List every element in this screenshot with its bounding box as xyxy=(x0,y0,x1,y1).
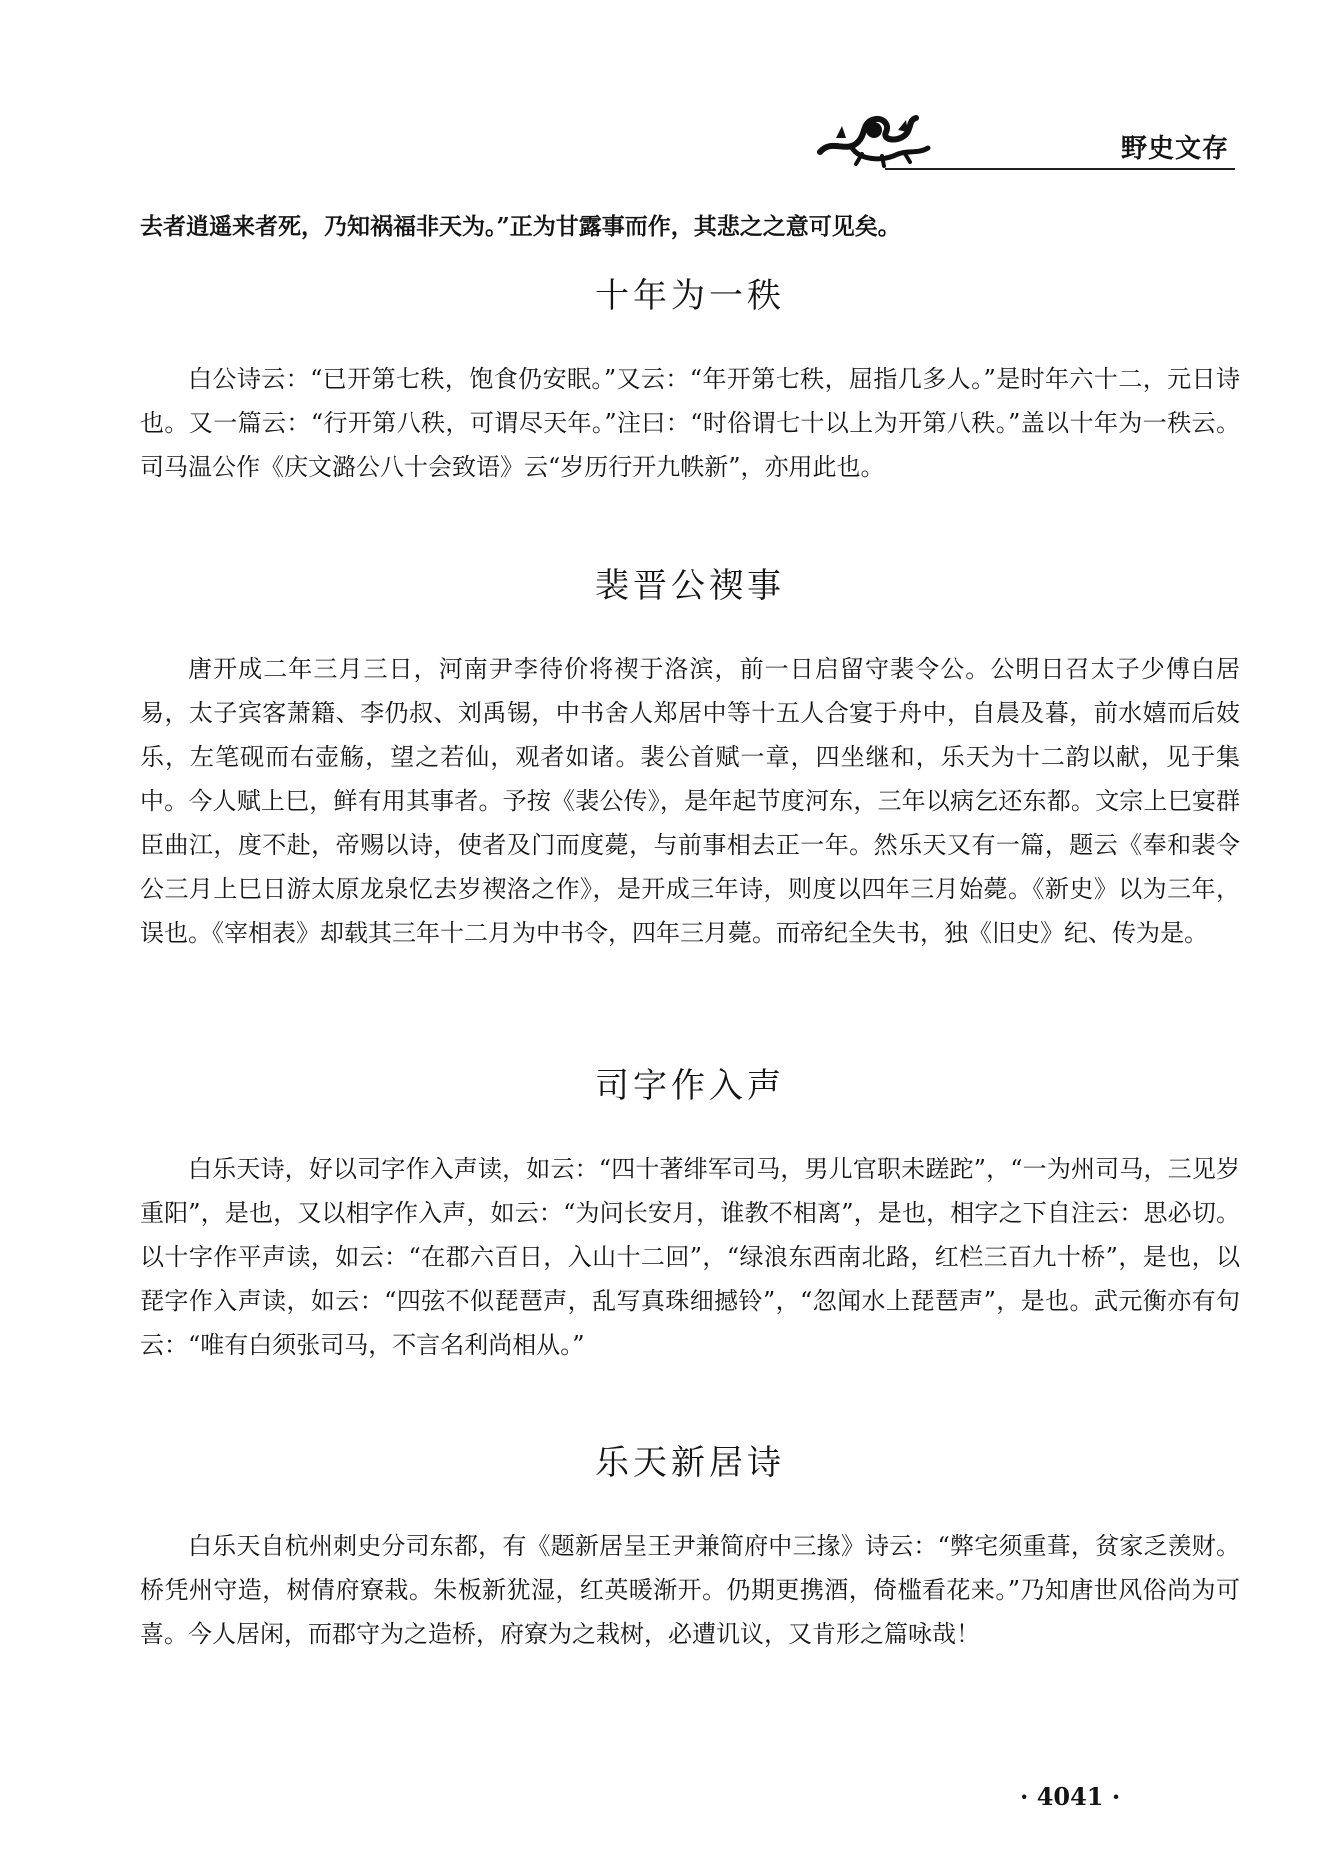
header-rule xyxy=(885,168,1235,170)
section-pei-jin-gong-xi-shi xyxy=(140,558,1240,979)
continued-paragraph: 去者逍遥来者死，乃知祸福非天为。”正为甘露事而作，其悲之之意可见矣。 xyxy=(140,213,901,240)
section-title: 司字作入声 xyxy=(595,1066,785,1106)
section-body: 白乐天自杭州刺史分司东都，有《题新居呈王尹兼简府中三掾》诗云：“弊宅须重葺，贫家乏羡财。桥凭州守造，树倩府寮栽。朱板新犹湿，红英暖渐开。仍期更携酒，倚槛看花来。”乃知唐世风俗尚为可喜。今人居闲，而郡守为之造桥，府寮为之栽树，必遭讥议，又肯形之篇咏哉！ xyxy=(140,1532,1240,1648)
series-title: 野史文存 xyxy=(1120,134,1229,164)
dragon-emblem-icon xyxy=(812,108,942,168)
section-title: 十年为一秩 xyxy=(595,276,785,316)
section-title: 乐天新居诗 xyxy=(595,1443,785,1483)
section-body: 唐开成二年三月三日，河南尹李待价将禊于洛滨，前一日启留守裴令公。公明日召太子少傅白居易，太子宾客萧籍、李仍叔、刘禹锡，中书舍人郑居中等十五人合宴于舟中，自晨及暮，前水嬉而后妓乐，左笔砚而右壶觞，望之若仙，观者如诸。裴公首赋一章，四坐继和，乐天为十二韵以献，见于集中。今人赋上巳，鲜有用其事者。予按《裴公传》，是年起节度河东，三年以病乞还东都。文宗上巳宴群臣曲江，度不赴，帝赐以诗，使者及门而度薨，与前事相去正一年。然乐天又有一篇，题云《奉和裴令公三月上巳日游太原龙泉忆去岁禊洛之作》，是开成三年诗，则度以四年三月始薨。《新史》以为三年，误也。《宰相表》却载其三年十二月为中书令，四年三月薨。而帝纪全失书，独《旧史》纪、传为是。 xyxy=(140,655,1240,947)
page-header xyxy=(140,108,1235,170)
section-body: 白乐天诗，好以司字作入声读，如云：“四十著绯军司马，男儿官职未蹉跎”，“一为州司马，三见岁重阳”，是也，又以相字作入声，如云：“为问长安月，谁教不相离”，是也，相字之下自注云：思必切。以十字作平声读，如云：“在郡六百日，入山十二回”，“绿浪东西南北路，红栏三百九十桥”，是也，以琵字作入声读，如云：“四弦不似琵琶声，乱写真珠细撼铃”，“忽闻水上琵琶声”，是也。武元衡亦有句云：“唯有白须张司马，不言名利尚相从。” xyxy=(140,1155,1240,1359)
section-title: 裴晋公禊事 xyxy=(595,566,785,606)
section-si-zi-zuo-ru-sheng xyxy=(140,1058,1240,1391)
section-shi-nian-wei-yi-zhi xyxy=(140,268,1240,513)
section-le-tian-xin-ju-shi xyxy=(140,1435,1240,1680)
page-number: · 4041 · xyxy=(1020,1782,1121,1811)
section-body: 白公诗云：“已开第七秩，饱食仍安眠。”又云：“年开第七秩，屈指几多人。”是时年六十二，元日诗也。又一篇云：“行开第八秩，可谓尽天年。”注曰：“时俗谓七十以上为开第八秩。”盖以十年为一秩云。司马温公作《庆文潞公八十会致语》云“岁历行开九帙新”，亦用此也。 xyxy=(140,365,1240,481)
